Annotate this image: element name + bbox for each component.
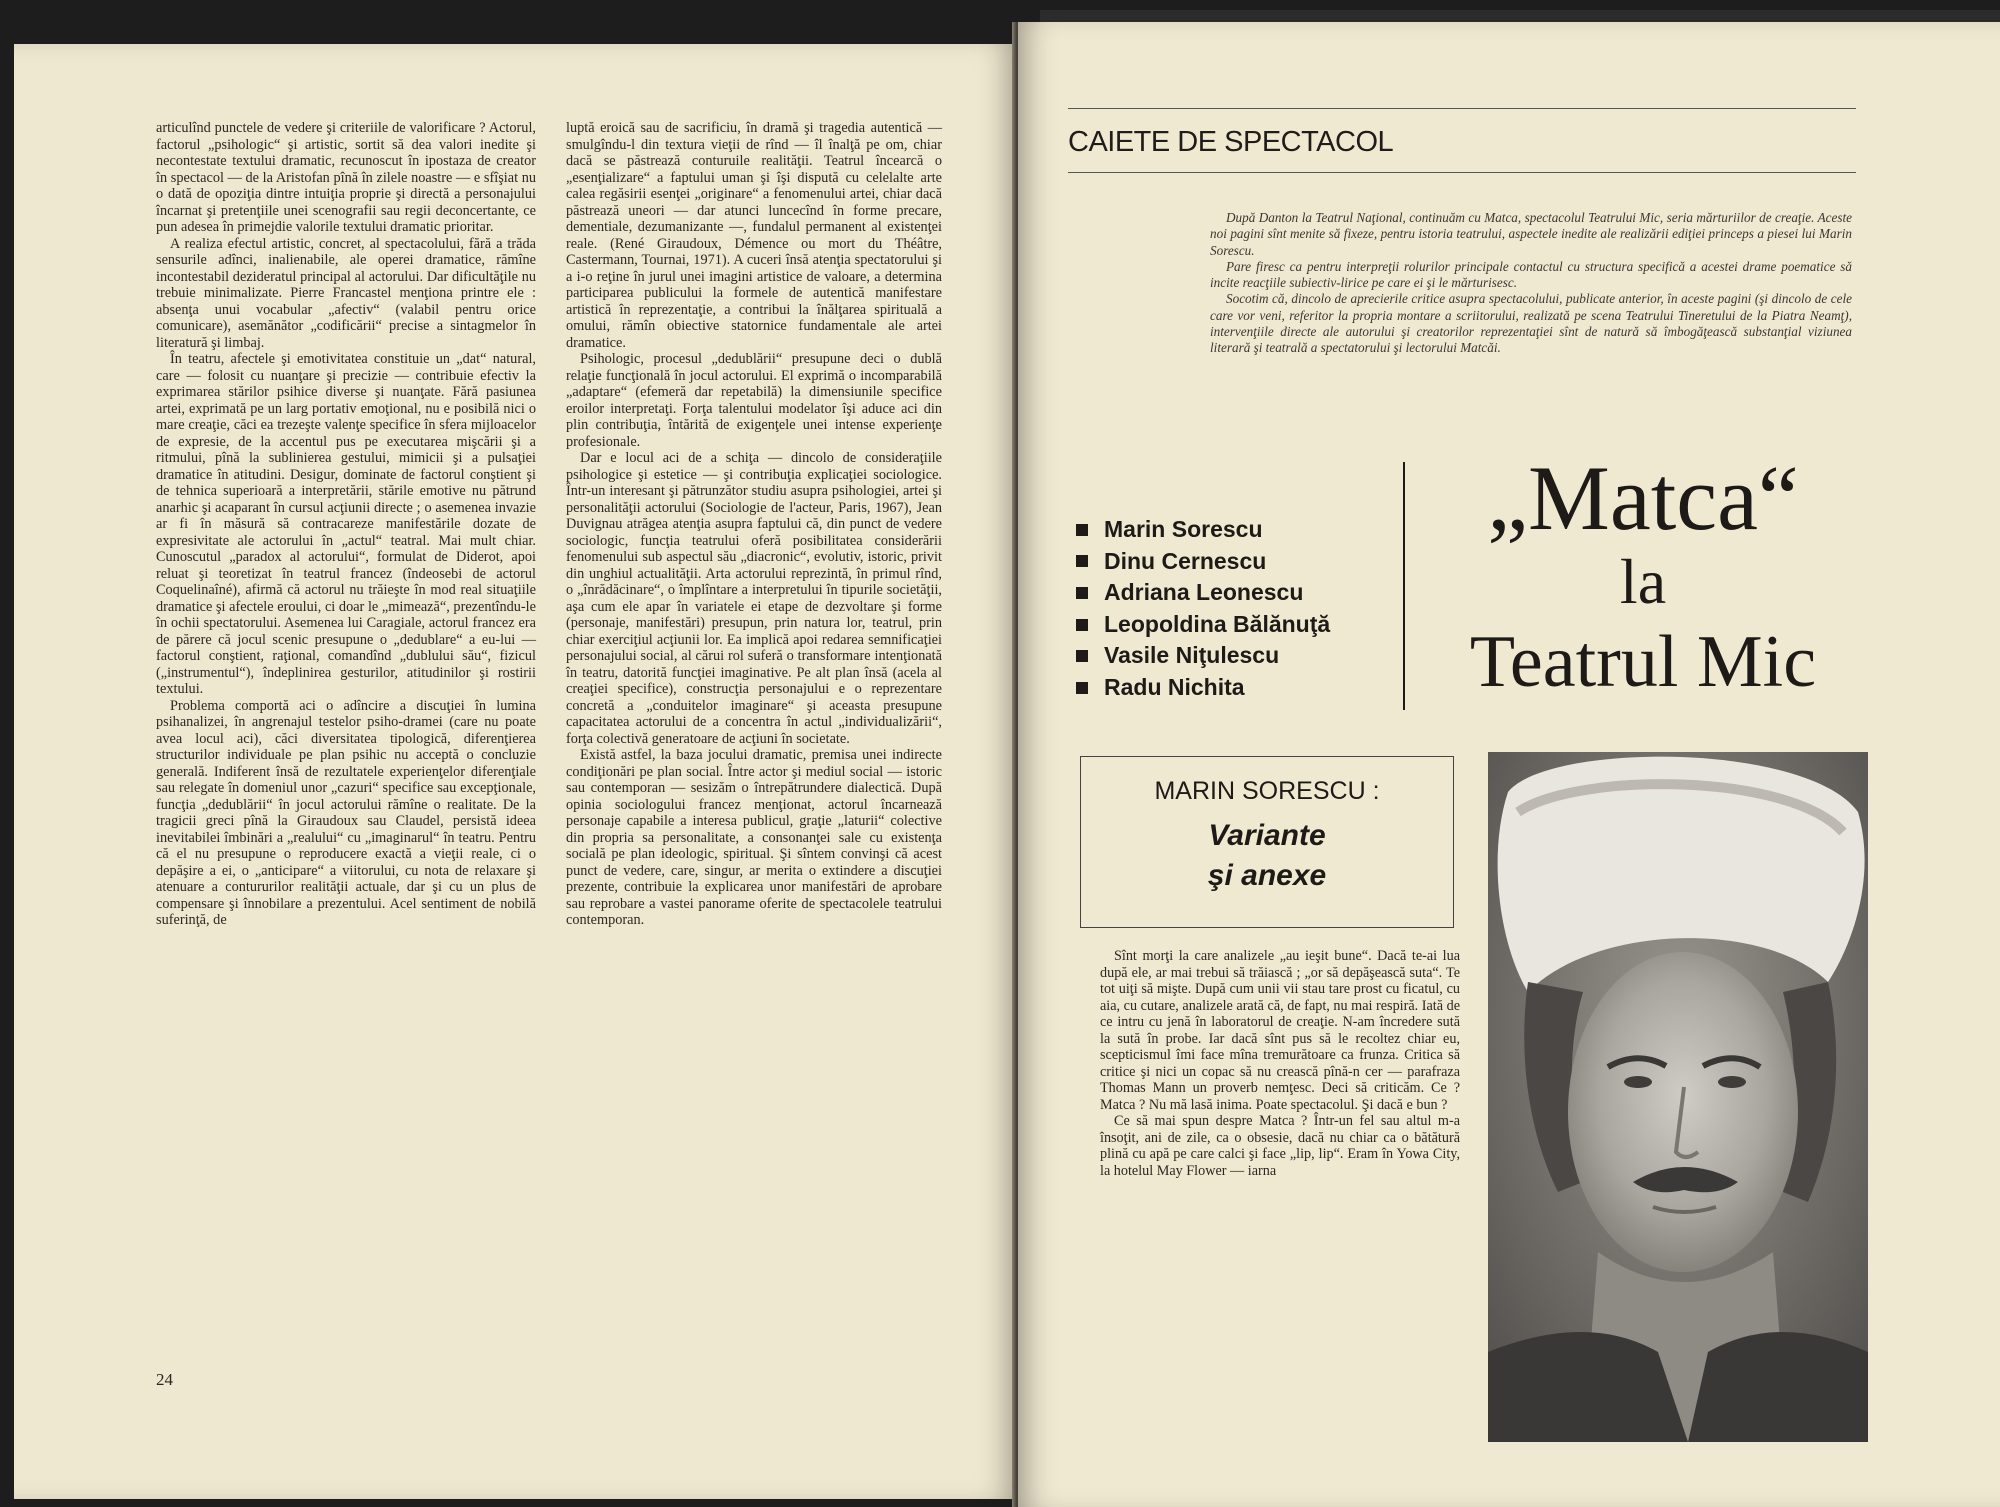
author-name: Adriana Leonescu — [1104, 579, 1304, 606]
intro-paragraph: Pare firesc ca pentru interpreţii rolurilor principale contactul cu structura specifică a acestei drame poematice să incite reacţiile subiectiv-lirice pe care ei şi le mărturisesc. — [1210, 258, 1852, 291]
paragraph: Există astfel, la baza jocului dramatic, premisa unei indirecte condiţionări pe plan social. Între actor şi mediul social — istoric sau contemporan — sesizăm o întrepătrundere dialectică. După opinia sociologului francez menţionat, actorul încarnează personaje capabile a interesa publicul, graţie „laturii“ colective din propria sa personalitate, a consonanţei sale cu existenţa socială pe plan ideologic, spiritual. Şi sîntem convinşi că acest punct de vedere, care, singur, ar merita o extindere a discuţiei prezente, contribuie la explicarea unor manifestări de aprobare sau reprobare a vastei panorame oferite de spectacolele teatrului contemporan. — [566, 747, 942, 928]
author-name: Vasile Niţulescu — [1104, 642, 1280, 669]
author-item — [1076, 640, 1330, 672]
author-name: Marin Sorescu — [1104, 516, 1263, 542]
section-heading: CAIETE DE SPECTACOL — [1068, 126, 1394, 158]
title-line: la — [1619, 546, 1667, 617]
author-item — [1076, 609, 1330, 641]
right-column — [1100, 948, 1460, 1179]
author-item — [1076, 514, 1330, 546]
square-bullet-icon — [1076, 587, 1088, 599]
author-name: Dinu Cernescu — [1104, 547, 1267, 574]
paragraph: Ce să mai spun despre Matca ? Într-un fel sau altul m-a însoţit, ani de zile, ca o obsesie, dacă nu chiar ca o bătătură plină cu apă pe care calci şi face „lip, lip“. Eram în Yowa City, la hotelul May Flower — iarna — [1100, 1113, 1460, 1179]
work-title-line: şi anexe — [1207, 859, 1327, 892]
intro-paragraph: Socotim că, dincolo de aprecierile critice asupra spectacolului, publicate anterior, în aceste pagini (şi dincolo de cele care vor veni, referitor la propria montare a scriitorului, realizată pe scena Teatrului Tineretului de la Piatra Neamţ), intervenţiile directe ale autorului şi creatorilor reprezentaţiei sînt de natură să îmbogăţească substanţial viziunea literară şi teatrală a spectatorului şi lectorului Matcăi. — [1210, 291, 1852, 356]
paragraph: luptă eroică sau de sacrificiu, în dramă şi tragedia autentică — smulgîndu-l din textura vieţii de rînd — îl înalţă pe om, chiar dacă se păstrează conturuile realităţii. Teatrul încearcă o „esenţializare“ a faptului uman şi îşi dispută cu celelalte arte calea regăsirii esenţei „originare“ a fenomenului artei, chiar dacă păstrează uneori — dar atunci luncecînd în forme precare, dementiale, dezumanizante —, fundalul permanent al existenţei reale. (René Giraudoux, Démence ou mort du Théâtre, Castermann, Tournai, 1971). A cuceri însă atenţia spectatorului şi a i-o reţine în jurul unei imagini artistice de valoare, a determina participarea publicului la formele de autentică manifestare artistică în reprezentaţie, a contribui la înălţarea spirituală a omului, rămîn obiective statornice fundamentale ale artei dramatice. — [566, 120, 942, 351]
paragraph: Problema comportă aci o adîncire a discuţiei în lumina psihanalizei, în angrenajul testelor psiho-dramei (care nu poate avea locul aci), căci diversitatea tipologică, diferenţierea structurilor individuale pe plan psihic nu acceptă o concluzie generală. Indiferent însă de rezultatele experienţelor diferenţiale sau relegate în domeniul unor „cazuri“ specifice sau excepţionale, funcţia „dedublării“ în jocul actorului rămîne o realitate. De la tragicii greci pînă la Giraudoux sau Claudel, persistă ideea inevitabilei îmbinări a „realului“ cu „imaginarul“ în teatru. Pentru că el nu presupune o reproducere exactă a vieţii reale, ci o depăşire a ei, o „anticipare“ a viitorului, cu nota de relaxare şi atenuare a contururilor realităţii actuale, dar şi cu un plus de compensare şi înnobilare a prezentului. Acel sentiment de nobilă suferinţă, de — [156, 697, 536, 928]
top-rule — [1068, 108, 1856, 109]
title-line: Teatrul Mic — [1469, 621, 1817, 703]
article-title — [1418, 447, 1868, 706]
feature-box — [1080, 756, 1454, 928]
square-bullet-icon — [1076, 555, 1088, 567]
paragraph: În teatru, afectele şi emotivitatea constituie un „dat“ natural, care — folosit cu nuanţare şi precizie — contribuie efectiv la exprimarea stărilor psihice diverse şi nuanţate. Fără pasiunea artei, exprimată pe un larg portativ emoţional, nu e posibilă nici o mare creaţie, căci ea trezeşte valenţe specifice în sfera mijloacelor de expresie, de la accentul pus pe executarea mişcării şi a ritmului, pînă la sublinierea gestului, mimicii şi a pulsaţiei dramatice în atitudini. Desigur, dominate de factorul conştient şi de tehnica superioară a interpretării, stările emotive nu pătrund anarhic şi acaparant în cursul acţiunii directe ; o asemenea invazie ar fi în măsură să contracareze manifestările dozate de expresivitate ale actorului în „actul“ teatral. Mai mult chiar. Cunoscutul „paradox al actorului“, formulat de Diderot, apoi reluat şi teoretizat în teatrul francez (îndeosebi de actorul Coquelinaîné), afirmă că actorul nu trăieşte în mod real situaţiile dramatice şi afectele eroului, ci doar le „mimează“, prezentîndu-le în ochii spectatorului. Asemenea lui Caragiale, actorul francez era de părere că jocul scenic presupune o „dedublare“ a eu-lui — factorul conştient, raţional, comandînd „dublului său“, fizicul („instrumentul“), îndeplinirea gesturilor, atitudinilor şi rostirii textului. — [156, 351, 536, 697]
left-column-b — [566, 120, 942, 929]
author-name: Leopoldina Bălănuţă — [1104, 610, 1331, 637]
editorial-intro — [1210, 210, 1852, 357]
paragraph: A realiza efectul artistic, concret, al spectacolului, fără a trăda sensurile adînci, inalienabile, ale operei dramatice, rămîne incontestabil dezideratul principal al actorului. Dar dificultăţile nu trebuie minimalizate. Pierre Francastel menţiona printre ele : absenţa unui vocabular „afectiv“ (valabil pentru orice comunicare), asemănător „codificării“ precise a sintagmelor în literatură şi limbaj. — [156, 235, 536, 351]
square-bullet-icon — [1076, 650, 1088, 662]
square-bullet-icon — [1076, 682, 1088, 694]
box-author: MARIN SORESCU : — [1154, 777, 1380, 805]
author-item — [1076, 577, 1330, 609]
square-bullet-icon — [1076, 619, 1088, 631]
work-title-line: Variante — [1208, 819, 1326, 852]
intro-paragraph: După Danton la Teatrul Naţional, continuăm cu Matca, spectacolul Teatrului Mic, seria mărturiilor de creaţie. Aceste noi pagini sînt menite să fixeze, pentru istoria teatrului, aspectele inedite ale realizării ediţiei princeps a piesei lui Marin Sorescu. — [1210, 210, 1852, 258]
author-item — [1076, 546, 1330, 578]
paragraph: Psihologic, procesul „dedublării“ presupune deci o dublă relaţie funcţională în jocul actorului. El exprimă o incomparabilă „adaptare“ (efemeră dar repetabilă) la dimensiunile specifice eroilor interpretaţi. Forţa talentului modelator îşi aduce aci din plin contribuţia, întărită de exigenţele unei intense experienţe profesionale. — [566, 351, 942, 450]
portrait-photo — [1488, 752, 1868, 1442]
title-divider — [1403, 462, 1405, 710]
heading-rule — [1068, 172, 1856, 173]
author-name: Radu Nichita — [1104, 673, 1245, 700]
paragraph: Dar e locul aci de a schiţa — dincolo de consideraţiile psihologice şi estetice — şi contribuţia explicaţiei sociologice. Într-un interesant şi pătrunzător studiu asupra psihologiei, artei şi personalităţii actorului (Sociologie de l'acteur, Paris, 1967), Jean Duvignau atrăgea atenţia asupra faptului că, din punct de vedere sociologic, funcţia teatrului oferă posibilitatea considerării fenomenului sub aspectul său „diacronic“, evolutiv, istoric, privit din unghiul actualităţii. Arta actorului reprezintă, în primul rînd, o „înrădăcinare“, o împlîntare a interpretului în tipurile societăţii, aşa cum ele apar în variatele ei etape de dezvoltare şi forme (personaje, manifestări) presupun, prin natura lor, teatrul, prin chiar exerciţiul acţiunii lor. Ea implică apoi redarea semnificaţiei personajului social, al cărui rol suferă o transformare intenţionată în teatru, datorită funcţiei imaginative. Pe alt plan însă (acela al creaţiei specifice), construcţia personajului e o reprezentare concretă a „conduitelor imaginare“ şi aceasta presupune capacitatea actorului de a concentra în actul „individualizării“, forţa colectivă generatoare de acţiuni în societate. — [566, 450, 942, 747]
title-line: „Matca“ — [1487, 447, 1799, 549]
portrait-illustration — [1488, 752, 1868, 1442]
left-column-a — [156, 120, 536, 929]
author-item — [1076, 672, 1330, 704]
square-bullet-icon — [1076, 524, 1088, 536]
paragraph: Sînt morţi la care analizele „au ieşit bune“. Dacă te-ai lua după ele, ar mai trebui să trăiască ; „or să depăşească suta“. Te tot uiţi să mişte. După cum unii vii stau tare prost cu ficatul, cu aia, cu cutare, analizele arată că, de fapt, nu mai respiră. Iată de ce intru cu jenă în laboratorul de creaţie. N-am încredere sută la sută în probe. Iar dacă sînt pus să le recoltez chiar eu, scepticismul îmi face mîna tremurătoare ca frunza. Critica să critice şi nici un copac să nu crească pînă-n cer — parafraza Thomas Mann un proverb nemţesc. Deci să criticăm. Ce ? Matca ? Nu mă lasă inima. Poate spectacolul. Şi dacă e bun ? — [1100, 948, 1460, 1113]
page-number: 24 — [156, 1370, 173, 1389]
author-list — [1076, 514, 1330, 704]
paragraph: articulînd punctele de vedere şi criteriile de valorificare ? Actorul, factorul „psihologic“ şi artistic, sortit să dea valori inedite şi necontestate textului dramatic, recunoscut în ipostaza de creator în spectacol — de la Aristofan pînă în zilele noastre — e sfîşiat nu o dată de opoziţia dintre intuiţia proprie şi directă a personajului încarnat şi pretenţiile unei scenografii sau regii deconcertante, ce pun adesea în primejdie valorile textului dramatic prioritar. — [156, 120, 536, 235]
box-work-title — [1081, 816, 1453, 896]
